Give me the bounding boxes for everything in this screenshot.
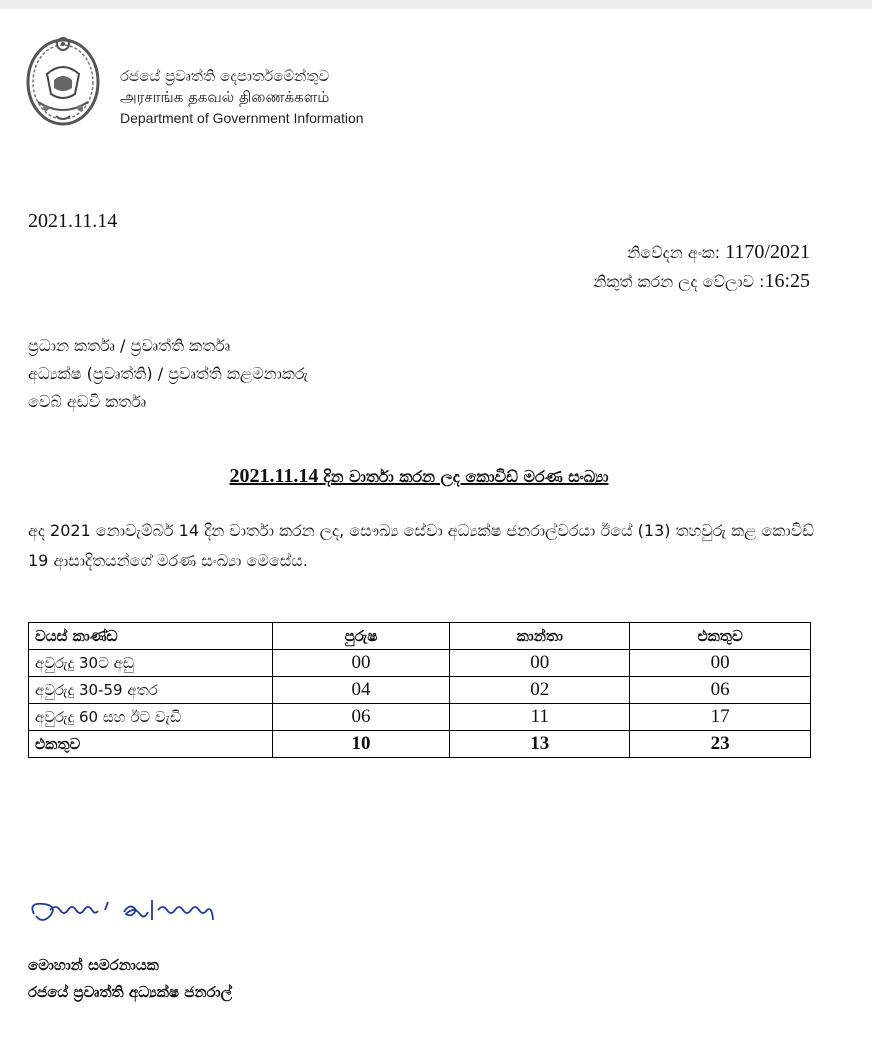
- table-header-row: [29, 623, 811, 650]
- total-cell: 06: [630, 677, 811, 704]
- sri-lanka-emblem-icon: [24, 32, 102, 130]
- covid-deaths-table: [28, 622, 811, 758]
- female-cell: 02: [450, 677, 630, 704]
- total-male-cell: 10: [272, 731, 450, 758]
- issue-time-label: නිකුත් කරන ලද වේලාව :: [593, 272, 765, 291]
- table-row: [29, 704, 811, 731]
- release-number-line: [593, 238, 810, 267]
- grand-total-cell: 23: [630, 731, 811, 758]
- female-cell: 00: [450, 650, 630, 677]
- body-paragraph: අද 2021 නොවැම්බර් 14 දින වාර්තා කරන ලද, සෞඛ්‍ය සේවා අධ්‍යක්ෂ ජනරාල්වරයා ඊයේ (13) තහවුරු කළ කොවිඩ් 19 ආසාදිතයන්ගේ මරණ සංඛ්‍යා මෙසේය.: [28, 521, 814, 570]
- total-cell: 00: [630, 650, 811, 677]
- issue-time-line: [593, 267, 810, 296]
- addressee-line: අධ්‍යක්ෂ (ප්‍රවෘත්ති) / ප්‍රවෘත්ති කළමනාකරු: [28, 364, 309, 383]
- male-cell: 06: [272, 704, 450, 731]
- signatory-name: මොහාන් සමරනායක: [28, 956, 159, 974]
- total-female-cell: 13: [450, 731, 630, 758]
- age-group-cell: අවුරුදු 30-59 අතර: [29, 677, 273, 704]
- department-name-english: Department of Government Information: [120, 110, 364, 126]
- addressee-line: වෙබ් අඩවි කර්තෘ: [28, 392, 147, 411]
- header-total: එකතුව: [630, 623, 811, 650]
- document-title: [0, 465, 838, 488]
- total-cell: 17: [630, 704, 811, 731]
- total-label-cell: එකතුව: [29, 731, 273, 758]
- male-cell: 00: [272, 650, 450, 677]
- department-name-tamil: அரசாங்க தகவல் திணைக்களம்: [120, 88, 330, 106]
- header-male: පුරුෂ: [272, 623, 450, 650]
- female-cell: 11: [450, 704, 630, 731]
- title-date: 2021.11.14: [229, 465, 319, 487]
- release-number-label: නිවේදන අංක:: [627, 243, 721, 262]
- letterhead: [24, 32, 464, 132]
- header-female: කාන්තා: [450, 623, 630, 650]
- male-cell: 04: [272, 677, 450, 704]
- department-name-sinhala: රජයේ ප්‍රවෘත්ති දෙපාර්තමේන්තුව: [120, 67, 330, 85]
- addressee-line: ප්‍රධාන කර්තෘ / ප්‍රවෘත්ති කර්තෘ: [28, 336, 231, 355]
- issue-time-value: 16:25: [764, 270, 810, 292]
- addressee-list: [28, 332, 308, 416]
- table-total-row: [29, 731, 811, 758]
- table-row: [29, 650, 811, 677]
- title-text: දින වාර්තා කරන ලද කොවිඩ් මරණ සංඛ්‍යා: [323, 467, 609, 486]
- age-group-cell: අවුරුදු 60 සහ ඊට වැඩි: [29, 704, 273, 731]
- reference-block: [593, 238, 810, 296]
- release-number-value: 1170/2021: [725, 241, 810, 263]
- header-age-group: වයස් කාණ්ඩ: [29, 623, 273, 650]
- signatory-title: රජයේ ප්‍රවෘත්ති අධ්‍යක්ෂ ජනරාල්: [28, 983, 233, 1001]
- table-row: [29, 677, 811, 704]
- release-date: 2021.11.14: [28, 210, 118, 232]
- age-group-cell: අවුරුදු 30ට අඩු: [29, 650, 273, 677]
- signatory-block: [28, 952, 232, 1006]
- handwritten-signature-icon: [28, 890, 258, 940]
- top-strip: [0, 0, 872, 9]
